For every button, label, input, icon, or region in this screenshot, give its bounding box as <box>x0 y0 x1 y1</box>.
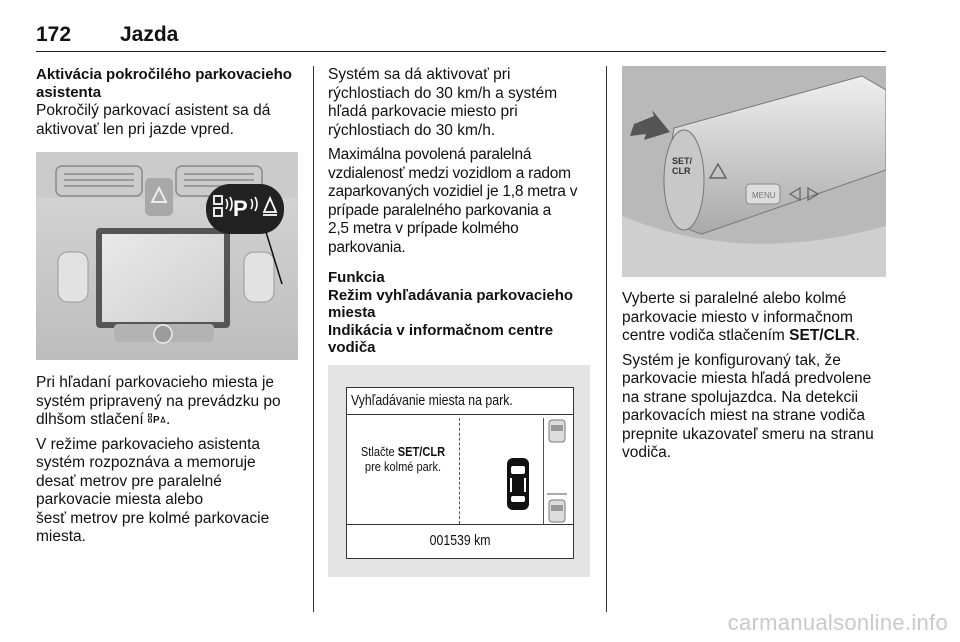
svg-text:CLR: CLR <box>672 166 691 176</box>
intro-paragraph: Pokročilý parkovací asistent sa dá aktivovať len pri jazde vpred. <box>36 102 271 138</box>
column-divider <box>313 66 314 612</box>
paragraph: Systém je konfigurovaný tak, že parkovacie miesta hľadá predvolene na strane spolujazdca. Na detekcii parkovacích miest na strane vodiča prepnite ukazovateľ smeru na stranu vodiča. <box>622 351 874 461</box>
page-header <box>36 18 886 52</box>
paragraph: V režime parkovacieho asistenta systém rozpoznáva a memoruje desať metrov pre paralelné parkovacie miesta alebo šesť metrov pre kolmé parkovacie miesta. <box>36 435 270 545</box>
vehicle-top-icon <box>505 456 531 512</box>
column-1-top <box>36 66 306 139</box>
display-divider <box>347 524 573 525</box>
display-message: Stlačte SET/CLR pre kolmé park. <box>360 444 446 474</box>
paragraph: Pri hľadaní parkovacieho miesta je systém pripravený na prevádzku po dlhšom stlačení P . <box>36 374 281 428</box>
column-1-bottom <box>36 374 308 553</box>
driver-info-display-figure <box>328 365 590 577</box>
paragraph: Vyberte si paralelné alebo kolmé parkovacie miesto v informačnom centre vodiča stlačením SET/CLR. <box>622 290 860 344</box>
paragraph: Maximálna povolená paralelná vzdialenosť medzi vozidlom a radom zaparkovaných vozidiel je 1,8 metra v prípade paralelného parkovania a 2,5 metra v prípade kolmého parkovania. <box>328 146 578 256</box>
svg-text:P: P <box>153 415 160 425</box>
column-2 <box>328 66 600 357</box>
dashboard-illustration <box>36 152 298 360</box>
indicator-stalk-figure <box>622 66 886 277</box>
section-heading: Funkcia <box>328 269 385 286</box>
watermark[interactable]: carmanualsonline.info <box>727 610 948 635</box>
display-divider <box>543 418 544 524</box>
section-heading: Aktivácia pokročilého parkovacieho asistenta <box>36 66 292 101</box>
park-assist-icon <box>148 413 166 425</box>
parked-car-icon <box>547 416 567 526</box>
svg-text:P: P <box>233 196 248 221</box>
display-title: Vyhľadávanie miesta na park. <box>351 392 513 409</box>
svg-text:MENU: MENU <box>752 191 776 200</box>
sub-heading: Indikácia v informačnom centre vodiča <box>328 321 554 356</box>
odometer-readout: 001539 km <box>429 532 491 549</box>
chapter-title: Jazda <box>120 23 179 46</box>
display-divider <box>347 414 573 415</box>
svg-text:SET/: SET/ <box>672 156 693 166</box>
display-divider-dashed <box>459 418 460 524</box>
indicator-stalk-illustration <box>622 66 886 277</box>
dashboard-figure <box>36 152 298 360</box>
column-divider <box>606 66 607 612</box>
sub-heading: Režim vyhľadávania parkovacieho miesta <box>328 286 574 321</box>
paragraph: Systém sa dá aktivovať pri rýchlostiach do 30 km/h a systém hľadá parkovacie miesto pri rýchlostiach do 30 km/h. <box>328 66 558 139</box>
page-number: 172 <box>36 23 72 46</box>
driver-info-display <box>346 387 574 559</box>
column-3 <box>622 290 888 469</box>
